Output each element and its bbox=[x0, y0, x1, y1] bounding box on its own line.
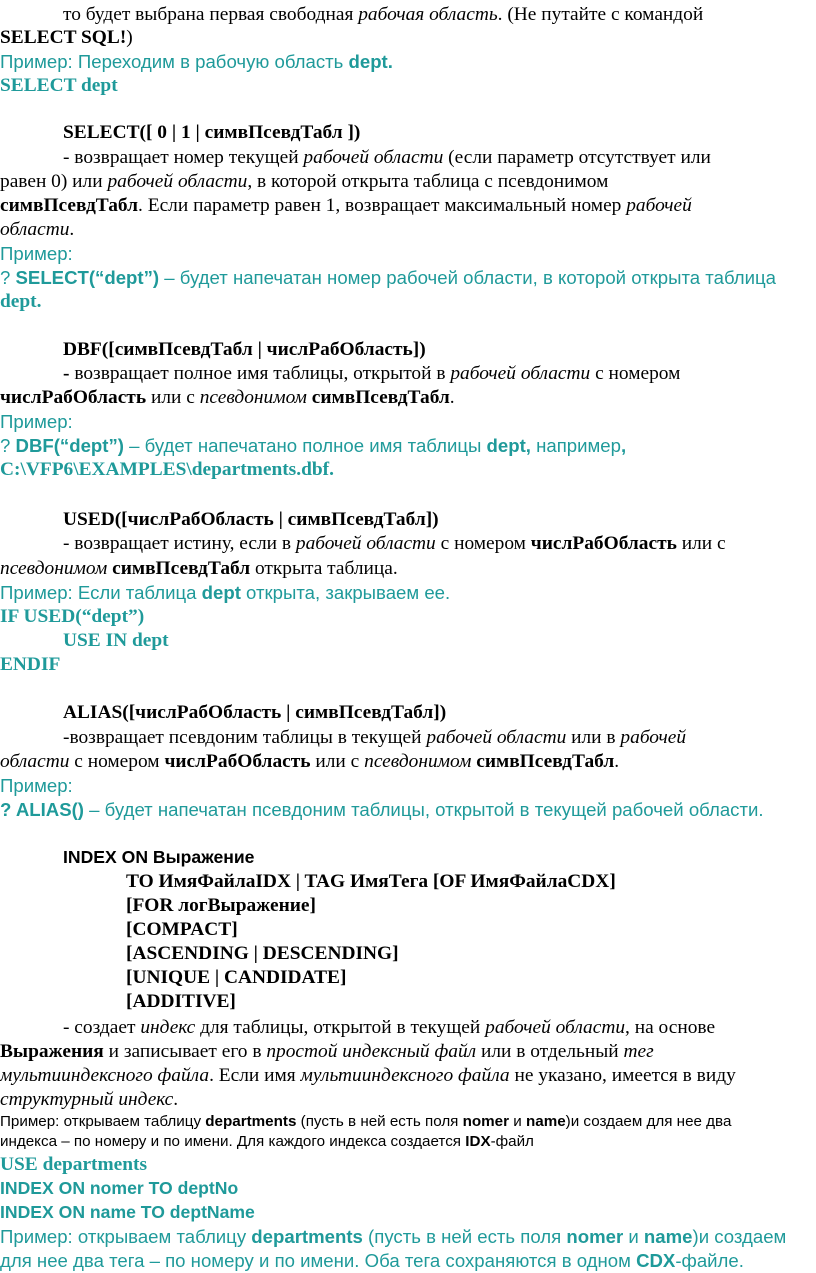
text: Пример: открываем таблицу bbox=[0, 1226, 252, 1247]
keyword: dept. bbox=[348, 51, 393, 72]
text: с номером bbox=[590, 363, 681, 384]
term: индекс bbox=[140, 1017, 196, 1038]
term: рабочей области bbox=[485, 1017, 626, 1038]
text: - возвращает истину, если в bbox=[63, 533, 296, 554]
text: )и создаем bbox=[692, 1226, 787, 1247]
keyword: симвПсевдТабл bbox=[471, 751, 615, 772]
text: ) bbox=[126, 27, 133, 48]
intro-example-code: SELECT dept bbox=[0, 75, 118, 96]
text: , bbox=[620, 435, 627, 456]
used-desc-1 bbox=[63, 532, 726, 555]
text: (пусть в ней есть поля bbox=[296, 1113, 463, 1130]
used-desc-2 bbox=[0, 557, 398, 580]
text: возвращает полное имя таблицы, открытой в bbox=[74, 363, 451, 384]
select-desc-4 bbox=[0, 218, 74, 241]
text: – будет напечатан псевдоним таблицы, открытой в текущей рабочей области. bbox=[84, 799, 764, 820]
term: мультииндексного файла bbox=[0, 1065, 210, 1086]
text: и bbox=[509, 1113, 526, 1130]
dbf-desc-1 bbox=[63, 362, 680, 385]
keyword: симвПсевдТабл bbox=[107, 558, 251, 579]
alias-desc-1 bbox=[63, 726, 686, 749]
term: рабочей bbox=[620, 727, 687, 748]
text: - bbox=[63, 363, 75, 384]
keyword: SELECT(“dept”) bbox=[15, 267, 160, 288]
text: и записывает его в bbox=[103, 1041, 267, 1062]
text: – будет напечатано полное имя таблицы bbox=[123, 435, 487, 456]
select-example-2: dept. bbox=[0, 291, 42, 312]
keyword: SELECT SQL! bbox=[0, 27, 127, 48]
text: индекса – по номеру и по имени. Для каждого индекса создается bbox=[0, 1133, 466, 1150]
used-signature: USED([числРабОбласть | симвПсевдТабл]) bbox=[63, 509, 439, 530]
term: рабочей bbox=[626, 195, 692, 216]
text: . Если имя bbox=[209, 1065, 301, 1086]
text: или с bbox=[146, 387, 200, 408]
text: или в отдельный bbox=[476, 1041, 624, 1062]
dbf-desc-2 bbox=[0, 386, 455, 409]
intro-line-2 bbox=[0, 26, 133, 49]
used-code-3: ENDIF bbox=[0, 654, 61, 675]
select-example bbox=[0, 266, 776, 289]
keyword: name bbox=[643, 1226, 693, 1247]
text: . bbox=[69, 219, 75, 240]
index-code-2: INDEX ON nomer TO deptNo bbox=[0, 1178, 239, 1198]
text: с номером bbox=[69, 751, 165, 772]
keyword: IDX bbox=[465, 1133, 491, 1150]
alias-signature: ALIAS([числРабОбласть | симвПсевдТабл]) bbox=[63, 702, 447, 723]
text: . (Не путайте с командой bbox=[497, 4, 704, 25]
text: или в bbox=[566, 727, 621, 748]
text: - создает bbox=[63, 1017, 141, 1038]
intro-line-1 bbox=[63, 3, 703, 26]
term: тег bbox=[623, 1041, 654, 1062]
text: для таблицы, открытой в текущей bbox=[195, 1017, 486, 1038]
term: мультииндексного файла bbox=[300, 1065, 510, 1086]
text: . bbox=[173, 1089, 179, 1110]
text: и bbox=[623, 1226, 644, 1247]
term: псевдонимом bbox=[0, 558, 108, 579]
keyword: departments bbox=[205, 1113, 297, 1130]
text: Пример: Если таблица bbox=[0, 582, 202, 603]
index-desc-1 bbox=[63, 1016, 715, 1039]
index-example-4 bbox=[0, 1249, 744, 1272]
keyword: ? ALIAS() bbox=[0, 799, 84, 820]
keyword: числРабОбласть bbox=[0, 387, 147, 408]
dbf-example-2: C:\VFP6\EXAMPLES\departments.dbf. bbox=[0, 459, 334, 480]
keyword: dept bbox=[201, 582, 241, 603]
keyword: nomer bbox=[462, 1113, 510, 1130]
term: рабочей области bbox=[450, 363, 591, 384]
text: Пример: Переходим в рабочую область bbox=[0, 51, 349, 72]
keyword: симвПсевдТабл bbox=[0, 195, 139, 216]
select-example-label: Пример: bbox=[0, 243, 73, 264]
keyword: dept, bbox=[486, 435, 531, 456]
term: области bbox=[0, 219, 70, 240]
text: ? bbox=[0, 267, 16, 288]
term: рабочей области bbox=[426, 727, 567, 748]
text: (пусть в ней есть поля bbox=[362, 1226, 567, 1247]
keyword: DBF(“dept”) bbox=[15, 435, 124, 456]
term: рабочей области bbox=[303, 147, 444, 168]
text: . bbox=[614, 751, 620, 772]
alias-desc-2 bbox=[0, 750, 619, 773]
text: с номером bbox=[435, 533, 531, 554]
text: или с bbox=[676, 533, 726, 554]
text: ? bbox=[0, 435, 16, 456]
index-desc-3 bbox=[0, 1064, 736, 1087]
text: , на основе bbox=[625, 1017, 716, 1038]
keyword: name bbox=[525, 1113, 566, 1130]
index-signature-6: [UNIQUE | CANDIDATE] bbox=[126, 967, 347, 988]
term: рабочей области bbox=[107, 171, 248, 192]
index-example-3 bbox=[0, 1225, 786, 1248]
index-desc-4 bbox=[0, 1088, 178, 1111]
text: не указано, имеется в виду bbox=[509, 1065, 736, 1086]
text: -файле. bbox=[675, 1250, 744, 1271]
text: . Если параметр равен 1, возвращает максимальный номер bbox=[138, 195, 627, 216]
alias-example-label: Пример: bbox=[0, 775, 73, 796]
text: открыта, закрываем ее. bbox=[240, 582, 451, 603]
index-signature-4: [COMPACT] bbox=[126, 919, 238, 940]
term: структурный индекс bbox=[0, 1089, 174, 1110]
used-code-1: IF USED(“dept”) bbox=[0, 606, 145, 627]
keyword: departments bbox=[251, 1226, 363, 1247]
text: -файл bbox=[490, 1133, 534, 1150]
text: для нее два тега – по номеру и по имени. Оба тега сохраняются в одном bbox=[0, 1250, 637, 1271]
term: псевдонимом bbox=[364, 751, 472, 772]
select-desc-3 bbox=[0, 194, 692, 217]
index-example-2 bbox=[0, 1132, 534, 1152]
keyword: числРабОбласть bbox=[530, 533, 677, 554]
keyword: CDX bbox=[636, 1250, 676, 1271]
dbf-signature: DBF([симвПсевдТабл | числРабОбласть]) bbox=[63, 339, 426, 360]
keyword: Выражения bbox=[0, 1041, 104, 1062]
text: например bbox=[530, 435, 621, 456]
index-signature-7: [ADDITIVE] bbox=[126, 991, 236, 1012]
index-code-1: USE departments bbox=[0, 1154, 148, 1175]
used-example bbox=[0, 581, 450, 604]
index-example-1 bbox=[0, 1112, 731, 1132]
term: рабочей области bbox=[295, 533, 436, 554]
used-code-2: USE IN dept bbox=[63, 630, 169, 651]
index-signature-1: INDEX ON Выражение bbox=[63, 847, 255, 867]
text: )и создаем для нее два bbox=[565, 1113, 732, 1130]
text: -возвращает псевдоним таблицы в текущей bbox=[63, 727, 427, 748]
index-code-3: INDEX ON name TO deptName bbox=[0, 1202, 255, 1222]
text: . bbox=[449, 387, 455, 408]
text: равен 0) или bbox=[0, 171, 108, 192]
text: или с bbox=[310, 751, 365, 772]
keyword: nomer bbox=[566, 1226, 624, 1247]
text: то будет выбрана первая свободная bbox=[63, 4, 359, 25]
text: , в которой открыта таблица с псевдонимом bbox=[247, 171, 609, 192]
text: (если параметр отсутствует или bbox=[443, 147, 711, 168]
index-signature-5: [ASCENDING | DESCENDING] bbox=[126, 943, 399, 964]
text: - возвращает номер текущей bbox=[63, 147, 304, 168]
dbf-example-label: Пример: bbox=[0, 411, 73, 432]
term: области bbox=[0, 751, 70, 772]
text: Пример: открываем таблицу bbox=[0, 1113, 206, 1130]
dbf-example bbox=[0, 434, 626, 457]
keyword: числРабОбласть bbox=[164, 751, 311, 772]
index-signature-3: [FOR логВыражение] bbox=[126, 895, 316, 916]
text: – будет напечатан номер рабочей области, в которой открыта таблица bbox=[159, 267, 776, 288]
select-desc-1 bbox=[63, 146, 711, 169]
keyword: симвПсевдТабл bbox=[306, 387, 450, 408]
select-desc-2 bbox=[0, 170, 608, 193]
alias-example bbox=[0, 798, 764, 821]
intro-example bbox=[0, 50, 393, 73]
term: рабочая область bbox=[358, 4, 498, 25]
term: простой индексный файл bbox=[266, 1041, 477, 1062]
index-signature-2: TO ИмяФайлаIDX | TAG ИмяТега [OF ИмяФайлаCDX] bbox=[126, 871, 616, 892]
term: псевдонимом bbox=[199, 387, 307, 408]
select-signature: SELECT([ 0 | 1 | симвПсевдТабл ]) bbox=[63, 122, 361, 143]
text: открыта таблица. bbox=[250, 558, 398, 579]
index-desc-2 bbox=[0, 1040, 654, 1063]
